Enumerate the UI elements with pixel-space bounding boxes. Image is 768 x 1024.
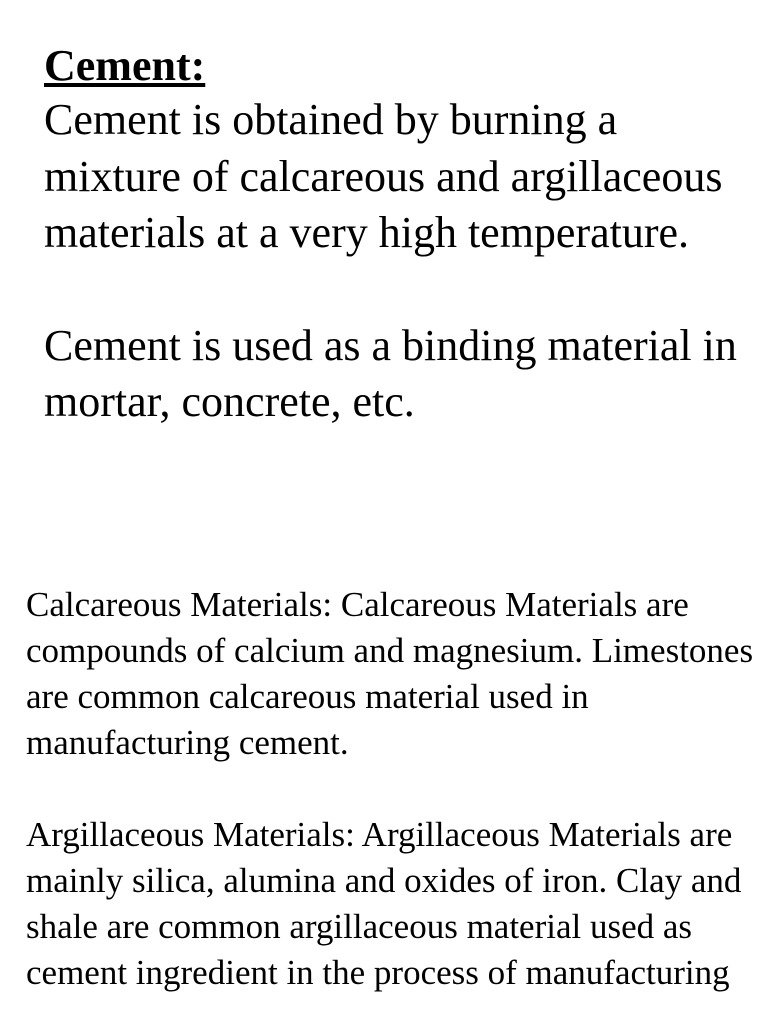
calcareous-materials-paragraph: Calcareous Materials: Calcareous Materials are compounds of calcium and magnesium. Limestones are common calcareous material used in manufacturing cement. [26, 585, 754, 762]
argillaceous-materials-paragraph: Argillaceous Materials: Argillaceous Materials are mainly silica, alumina and oxides of iron. Clay and shale are common argillaceous material used as cement ingredient in the process of manufacturing [26, 815, 742, 992]
cement-usage-paragraph: Cement is used as a binding material in mortar, concrete, etc. [44, 320, 737, 426]
cement-definition-paragraph: Cement is obtained by burning a mixture of calcareous and argillaceous materials at a very high temperature. [44, 95, 723, 257]
materials-section [26, 582, 756, 996]
page-title: Cement: [44, 41, 206, 90]
cement-intro-section [44, 40, 744, 431]
